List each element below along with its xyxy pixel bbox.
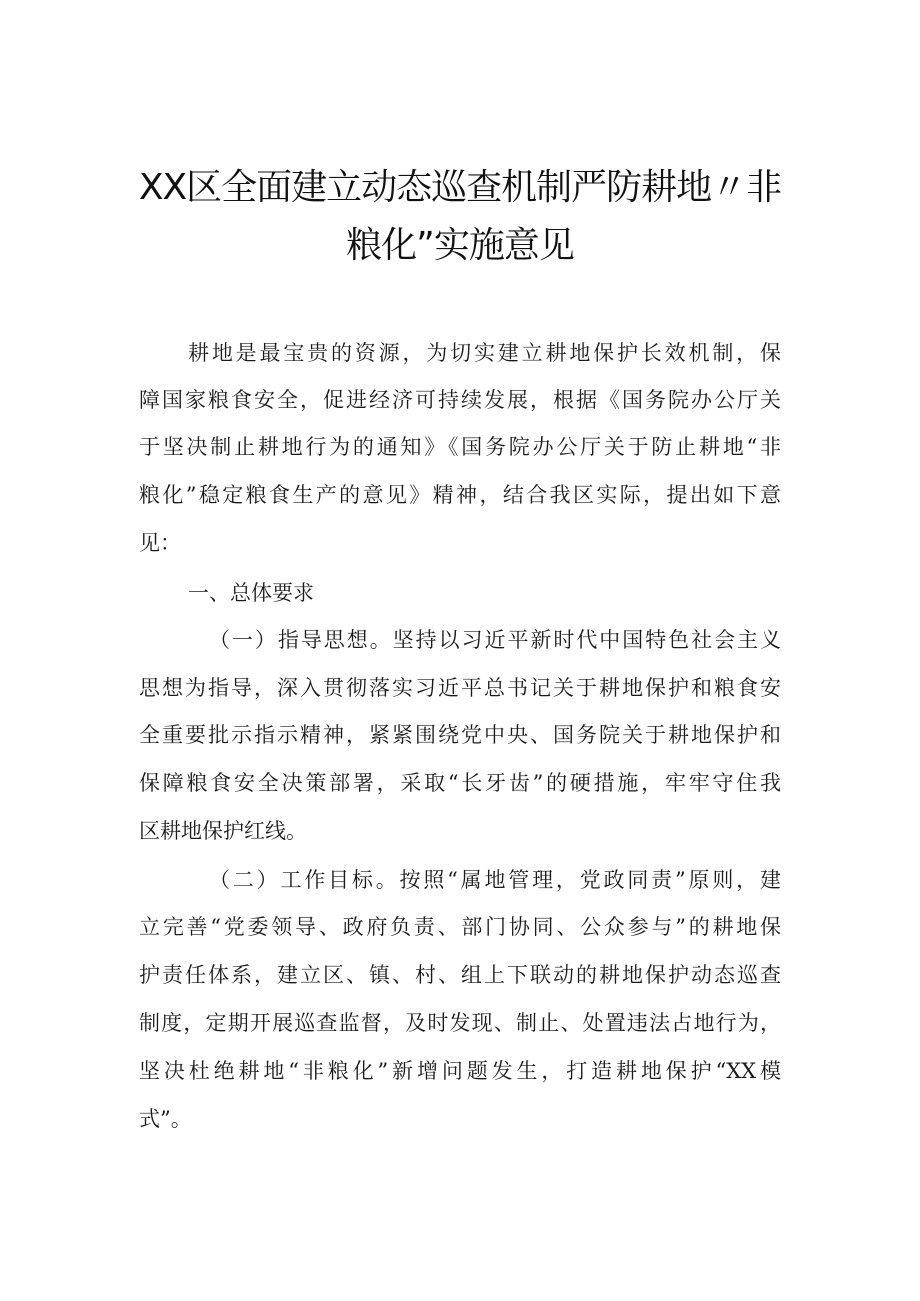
paragraph-3-line-2: 立完善“党委领导、政府负责、部门协同、公众参与”的耕地保: [139, 915, 781, 939]
paragraph-3-line-3: 护责任体系，建立区、镇、村、组上下联动的耕地保护动态巡查: [139, 963, 781, 987]
document-title-line-1: XX区全面建立动态巡查机制严防耕地〃非: [138, 167, 782, 208]
paragraph-3-line-4: 制度，定期开展巡查监督，及时发现、制止、处置违法占地行为，: [139, 1011, 781, 1035]
paragraph-1-line-2: 障国家粮食安全，促进经济可持续发展，根据《国务院办公厅关: [139, 388, 781, 412]
paragraph-2-line-3: 全重要批示指示精神，紧紧围绕党中央、国务院关于耕地保护和: [139, 723, 781, 747]
paragraph-2-line-5: 区耕地保护红线。: [139, 819, 307, 843]
paragraph-2-line-2: 思想为指导，深入贯彻落实习近平总书记关于耕地保护和粮食安: [139, 676, 781, 700]
paragraph-1-line-4: 粮化”稳定粮食生产的意见》精神，结合我区实际，提出如下意: [139, 483, 781, 507]
paragraph-2-line-4: 保障粮食安全决策部署，采取“长牙齿”的硬措施，牢牢守住我: [139, 771, 781, 795]
paragraph-3-line-1: （二）工作目标。按照“属地管理，党政同责”原则，建: [209, 868, 781, 892]
document-title-line-2: 粮化”实施意见: [346, 225, 574, 266]
paragraph-3-line-6: 式”。: [139, 1107, 192, 1131]
paragraph-1-line-3: 于坚决制止耕地行为的通知》《国务院办公厅关于防止耕地“非: [139, 435, 781, 459]
paragraph-2-line-1: （一）指导思想。坚持以习近平新时代中国特色社会主义: [209, 628, 781, 652]
paragraph-1-line-1: 耕地是最宝贵的资源，为切实建立耕地保护长效机制，保: [188, 341, 781, 365]
paragraph-3-line-5: 坚决杜绝耕地“非粮化”新增问题发生，打造耕地保护“XX模: [139, 1059, 781, 1083]
paragraph-1-line-5: 见：: [139, 531, 181, 555]
section-heading-general-requirements: 一、总体要求: [188, 581, 314, 605]
